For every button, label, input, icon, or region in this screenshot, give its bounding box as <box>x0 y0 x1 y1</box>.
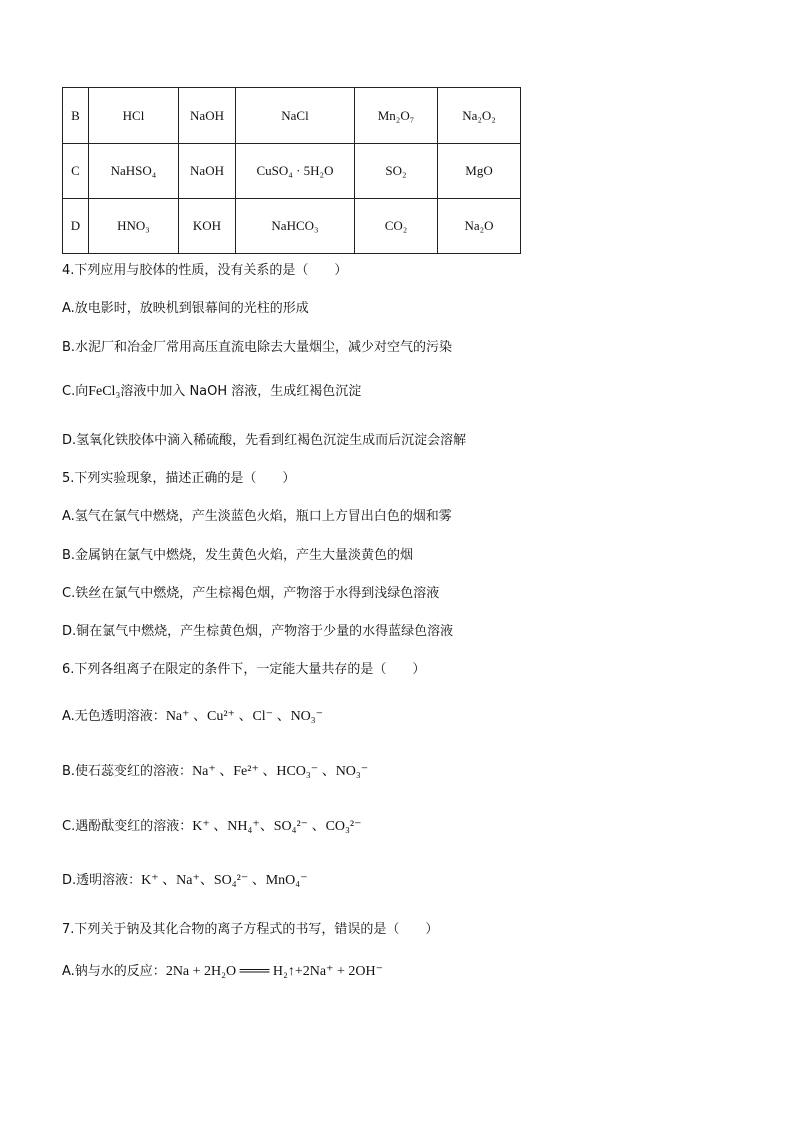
q7-option-a-label: A.钠与水的反应： <box>62 964 166 979</box>
q6-option-b-ions: Na⁺ 、Fe²⁺ 、HCO₃⁻ 、NO₃⁻ <box>192 764 369 779</box>
q5-stem: 5.下列实验现象，描述正确的是（ ） <box>62 471 296 486</box>
table-cell: HNO₃ <box>89 199 179 254</box>
table-cell: Mn₂O₇ <box>355 88 438 144</box>
table-cell: D <box>63 199 89 254</box>
q6-option-d-label: D.透明溶液： <box>62 873 142 888</box>
q6-option-d-ions: K⁺ 、Na⁺、SO₄²⁻ 、MnO₄⁻ <box>141 873 308 888</box>
q7-stem: 7.下列关于钠及其化合物的离子方程式的书写，错误的是（ ） <box>62 922 439 937</box>
q7-option-a-equation: 2Na + 2H₂O ═══ H₂↑+2Na⁺ + 2OH⁻ <box>165 964 383 979</box>
q6-option-c-label: C.遇酚酞变红的溶液： <box>62 819 193 834</box>
classification-table <box>62 87 521 254</box>
table-cell: Na₂O₂ <box>438 88 521 144</box>
table-cell: C <box>63 144 89 199</box>
table-row <box>63 88 521 144</box>
table-cell: NaHCO₃ <box>236 199 355 254</box>
q4-option-c-formula: FeCl₃ <box>88 384 121 399</box>
q4-option-c-prefix: C.向 <box>62 384 89 399</box>
q6-stem: 6.下列各组离子在限定的条件下，一定能大量共存的是（ ） <box>62 662 426 677</box>
table-cell: Na₂O <box>438 199 521 254</box>
table-row <box>63 199 521 254</box>
q6-option-c <box>62 815 362 835</box>
table-cell: CuSO₄ · 5H₂O <box>236 144 355 199</box>
table-cell: NaCl <box>236 88 355 144</box>
q4-option-b: B.水泥厂和冶金厂常用高压直流电除去大量烟尘，减少对空气的污染 <box>62 340 453 355</box>
q6-option-a-ions: Na⁺ 、Cu²⁺ 、Cl⁻ 、NO₃⁻ <box>165 709 324 724</box>
q6-option-c-ions: K⁺ 、NH₄⁺、SO₄²⁻ 、CO₃²⁻ <box>192 819 362 834</box>
table-cell: SO₂ <box>355 144 438 199</box>
q4-stem: 4.下列应用与胶体的性质，没有关系的是（ ） <box>62 263 348 278</box>
q4-option-c-suffix: 溶液中加入 NaOH 溶液，生成红褐色沉淀 <box>120 384 362 399</box>
table-cell: HCl <box>89 88 179 144</box>
table-cell: NaOH <box>179 144 236 199</box>
q5-option-c: C.铁丝在氯气中燃烧，产生棕褐色烟，产物溶于水得到浅绿色溶液 <box>62 586 440 601</box>
table-cell: KOH <box>179 199 236 254</box>
q6-option-a <box>62 705 323 725</box>
table-cell: MgO <box>438 144 521 199</box>
table-row <box>63 144 521 199</box>
q4-option-a: A.放电影时，放映机到银幕间的光柱的形成 <box>62 301 309 316</box>
q6-option-b <box>62 760 368 780</box>
table-cell: B <box>63 88 89 144</box>
table-cell: NaOH <box>179 88 236 144</box>
q6-option-d <box>62 869 308 889</box>
q7-option-a <box>62 960 383 980</box>
q6-option-a-label: A.无色透明溶液： <box>62 709 166 724</box>
table-cell: CO₂ <box>355 199 438 254</box>
q4-option-d: D.氢氧化铁胶体中滴入稀硫酸，先看到红褐色沉淀生成而后沉淀会溶解 <box>62 433 467 448</box>
q6-option-b-label: B.使石蕊变红的溶液： <box>62 764 193 779</box>
q5-option-a: A.氢气在氯气中燃烧，产生淡蓝色火焰，瓶口上方冒出白色的烟和雾 <box>62 509 452 524</box>
q4-option-c <box>62 380 361 400</box>
q5-option-d: D.铜在氯气中燃烧，产生棕黄色烟，产物溶于少量的水得蓝绿色溶液 <box>62 624 454 639</box>
table-cell: NaHSO₄ <box>89 144 179 199</box>
q5-option-b: B.金属钠在氯气中燃烧，发生黄色火焰，产生大量淡黄色的烟 <box>62 548 414 563</box>
